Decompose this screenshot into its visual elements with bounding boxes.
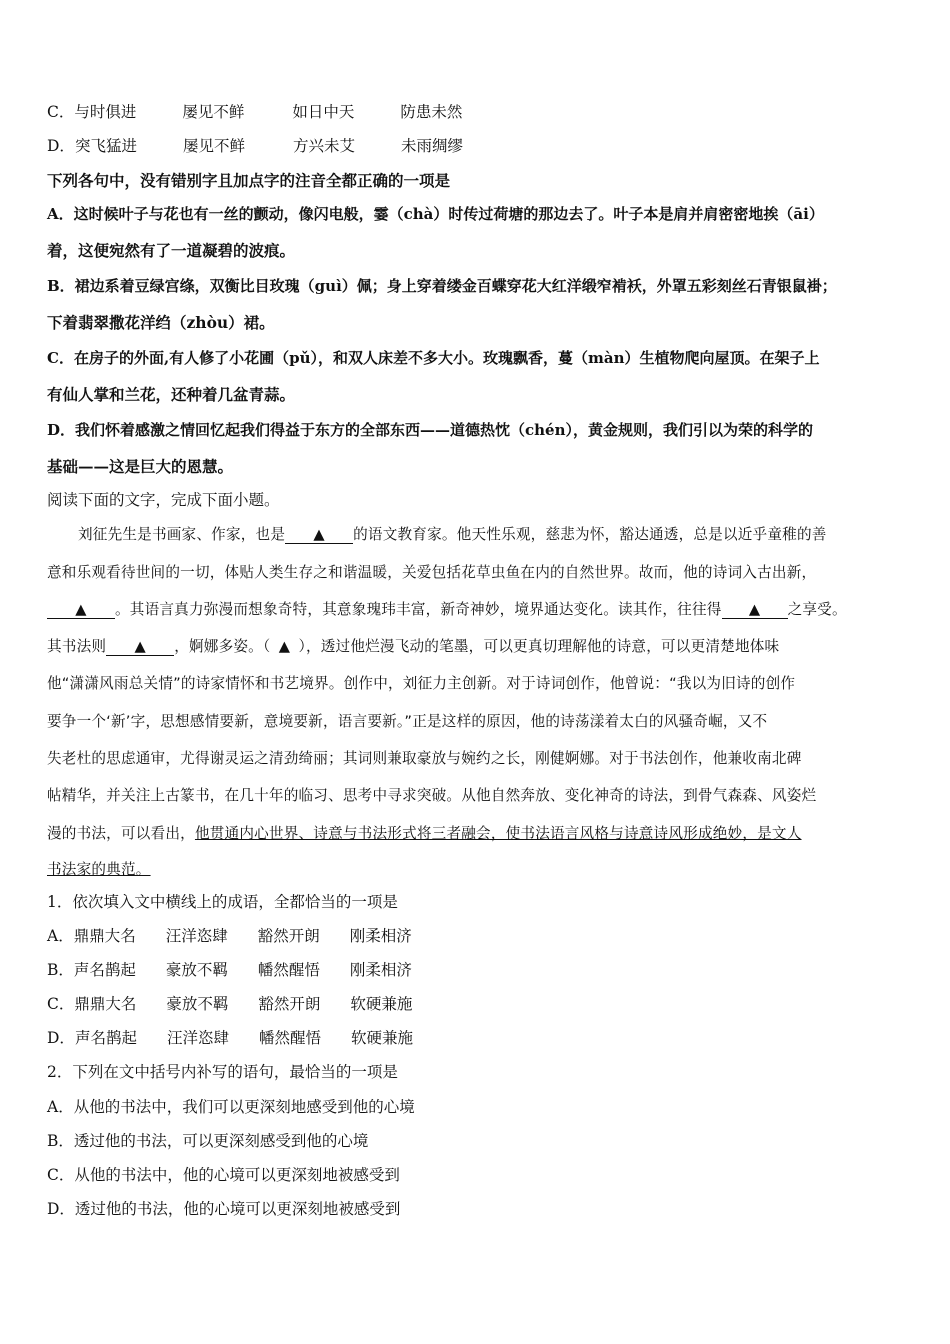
passage-line: 帖精华，并关注上古篆书，在几十年的临习、思考中寻求突破。从他自然奔放、变化神奇的诗法，到骨气森森、风姿烂 [47,787,817,804]
pinyin-option-b-line2: 下着翡翠撒花洋绉（zhòu）裙。 [47,313,275,332]
option-item: 软硬兼施 [350,995,413,1013]
option-item: 与时俱进 [74,103,137,121]
q1-stem: 1．依次填入文中横线上的成语，全都恰当的一项是 [47,893,398,911]
option-label: A． [47,927,74,945]
option-label: B． [47,961,74,979]
passage-line [47,858,903,879]
q2-option-a: A．从他的书法中，我们可以更深刻地感受到他的心境 [47,1098,415,1116]
prev-option-d [47,136,463,156]
pinyin-option-d-line2: 基础——这是巨大的恩慧。 [47,457,234,476]
passage-line: 意和乐观看待世间的一切，体贴人类生存之和谐温暖，关爱包括花草虫鱼在内的自然世界。故而，他的诗词入古出新， [47,564,817,581]
option-item: 突飞猛进 [74,137,137,155]
option-item: 声名鹊起 [74,1029,137,1047]
option-label: D． [47,1029,75,1047]
option-label: C． [47,995,75,1013]
passage-line: 要争一个‘新’字，思想感情要新，意境要新，语言要新。”正是这样的原因，他的诗荡漾着太白的风骚奇崛，又不 [47,713,768,730]
pinyin-option-d-line1: D．我们怀着感激之情回忆起我们得益于东方的全部东西——道德热忱（chén），黄金规则，我们引以为荣的科学的 [47,421,814,439]
option-item: 豁然开朗 [257,927,320,945]
pinyin-option-b-line1: B．裙边系着豆绿宫绦，双衡比目玫瑰（guì）佩；身上穿着缕金百蝶穿花大红洋缎窄褃袄，外罩五彩刻丝石青银鼠褂； [47,277,837,295]
answer-blank: ▲ [106,639,174,656]
answer-blank: ▲ [285,527,353,544]
prev-option-c [47,102,462,122]
option-item: 如日中天 [292,103,355,121]
passage-line: 其书法则 ▲ ，婀娜多姿。（ ▲ ），透过他烂漫飞动的笔墨，可以更真切理解他的诗意，可以更清楚地体味 [47,638,780,655]
option-label: D． [47,137,75,155]
passage-line: 刘征先生是书画家、作家，也是 ▲ 的语文教育家。他天性乐观，慈悲为怀，豁达通透，总是以近乎童稚的善 [78,526,827,543]
option-item: 豪放不羁 [166,995,229,1013]
q2-option-b: B．透过他的书法，可以更深刻感受到他的心境 [47,1132,369,1150]
option-item: 幡然醒悟 [257,961,320,979]
option-item: 未雨绸缪 [400,137,463,155]
passage-line: ▲ 。其语言真力弥漫而想象奇特，其意象瑰玮丰富，新奇神妙，境界通达变化。读其作，往往得 ▲ 之享受。 [47,598,903,619]
option-item: 屡见不鲜 [182,103,245,121]
answer-blank: ▲ [722,602,788,619]
pinyin-option-c-line1: C．在房子的外面,有人修了小花圃（pǔ），和双人床差不多大小。玫瑰飘香，蔓（màn）生植物爬向屋顶。在架子上 [47,349,820,367]
q2-stem: 2．下列在文中括号内补写的语句，最恰当的一项是 [47,1063,398,1081]
pinyin-option-a-line2: 着，这便宛然有了一道凝碧的波痕。 [47,241,296,260]
reading-intro: 阅读下面的文字，完成下面小题。 [47,491,280,509]
option-item: 鼎鼎大名 [74,995,137,1013]
passage-line: 失老杜的思虑通审，尤得谢灵运之清劲绮丽；其词则兼取豪放与婉约之长，刚健婀娜。对于书法创作，他兼收南北碑 [47,750,802,767]
option-item: 刚柔相济 [349,961,412,979]
option-item: 防患未然 [400,103,463,121]
option-item: 软硬兼施 [350,1029,413,1047]
q1-option-c [47,994,412,1014]
option-item: 汪洋恣肆 [166,1029,229,1047]
q1-option-a [47,926,412,946]
option-item: 豪放不羁 [165,961,228,979]
option-item: 刚柔相济 [349,927,412,945]
option-item: 声名鹊起 [73,961,136,979]
q1-option-b [47,960,412,980]
pinyin-option-a-line1: A．这时候叶子与花也有一丝的颤动，像闪电般，霎（chà）时传过荷塘的那边去了。叶子本是肩并肩密密地挨（āi） [47,205,824,223]
option-item: 鼎鼎大名 [73,927,136,945]
passage-line: 漫的书法，可以看出，他贯通内心世界、诗意与书法形式将三者融会，使书法语言风格与诗意诗风形成绝妙，是文人 [47,825,802,842]
passage-line: 他“潇潇风雨总关情”的诗家情怀和书艺境界。创作中，刘征力主创新。对于诗词创作，他曾说：“我以为旧诗的创作 [47,675,796,692]
bracket-blank: ▲ [278,638,291,655]
underlined-sentence: 书法家的典范。 [47,861,151,878]
option-item: 汪洋恣肆 [165,927,228,945]
q1-option-d [47,1028,413,1048]
answer-blank: ▲ [47,602,115,619]
underlined-sentence: 他贯通内心世界、诗意与书法形式将三者融会，使书法语言风格与诗意诗风形成绝妙，是文人 [194,825,802,842]
option-item: 屡见不鲜 [182,137,245,155]
pinyin-option-c-line2: 有仙人掌和兰花，还种着几盆青蒜。 [47,385,296,404]
option-item: 方兴未艾 [292,137,355,155]
option-label: C． [47,103,75,121]
q2-option-d: D．透过他的书法，他的心境可以更深刻地被感受到 [47,1200,401,1218]
option-item: 豁然开朗 [258,995,321,1013]
pinyin-question-stem: 下列各句中，没有错别字且加点字的注音全都正确的一项是 [47,171,451,190]
q2-option-c: C．从他的书法中，他的心境可以更深刻地被感受到 [47,1166,400,1184]
option-item: 幡然醒悟 [258,1029,321,1047]
